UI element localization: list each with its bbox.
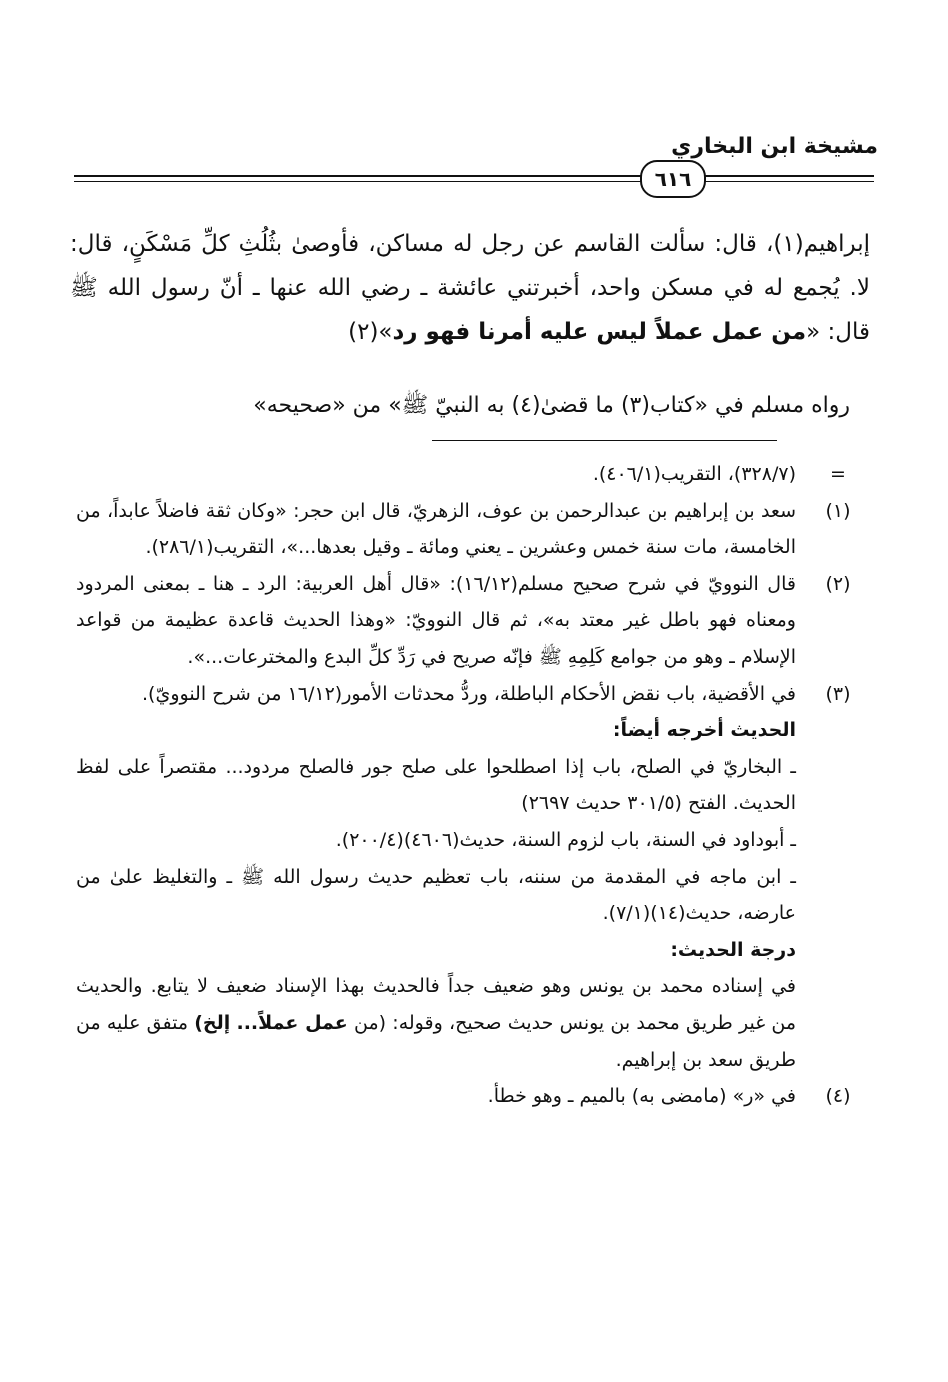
header-rule-thin [74, 181, 874, 182]
attribution-line: رواه مسلم في «كتاب(٣) ما قضىٰ(٤) به النبيّ ﷺ» من «صحيحه» [253, 393, 850, 418]
main-line-1: إبراهيم(١)، قال: سألت القاسم عن رجل له مساكن، فأوصىٰ بثُلُثِ كلِّ [201, 231, 870, 257]
footnote-4 [76, 1078, 851, 1115]
page-number: ٦١٦ [640, 160, 706, 198]
main-line-3: عنها ـ أنّ رسول الله ﷺ قال: « [70, 275, 870, 345]
footnote-mark: (٤) [825, 1085, 851, 1108]
footnote-continuation [76, 456, 846, 493]
footnote-1 [76, 493, 851, 566]
footnote-mark: (٣) [825, 682, 851, 705]
footnote-mark: (١) [825, 499, 851, 522]
grade-tail: متفق عليه من طريق سعد بن إبراهيم. [76, 1011, 796, 1071]
footnote-separator [432, 440, 777, 441]
source-line: ـ أبوداود في السنة، باب لزوم السنة، حديث(٤٦٠٦)(٢٠٠/٤). [335, 828, 796, 851]
footnote-text: (٣٢٨/٧)، التقريب(٤٠٦/١). [592, 463, 796, 485]
footnote-text: قال النوويّ في شرح صحيح مسلم(١٦/١٢): «قال أهل العربية: الرد ـ هنا ـ بمعنى المردود ومعناه فهو باطل غير معتد به»، ثم قال النوويّ: «وهذا الحديث قاعدة عظيمة من قواعد الإسلام ـ وهو من جوامع كَلِمِهِ ﷺ فإنّه صريح في رَدِّ كلِّ البدع والمخترعات...». [76, 572, 796, 668]
hadith-close: »(٢) [348, 319, 393, 345]
sub-heading: درجة الحديث: [670, 938, 796, 961]
sub-heading: الحديث أخرجه أيضاً: [612, 719, 796, 742]
main-paragraph [70, 222, 870, 354]
grade-paragraph [76, 968, 796, 1078]
footnote-3 [76, 676, 851, 1079]
hadith-text: من عمل عملاً ليس عليه أمرنا فهو رد [392, 319, 807, 345]
source-line: ـ ابن ماجه في المقدمة من سننه، باب تعظيم حديث رسول الله ﷺ ـ والتغليظ علىٰ من عارضه، حديث(١٤)(٧/١). [76, 865, 796, 925]
header-rule [74, 175, 874, 177]
footnote-text: في الأقضية، باب نقض الأحكام الباطلة، وردُّ محدثات الأمور(١٦/١٢ من شرح النوويّ). [142, 682, 796, 705]
footnote-mark: = [830, 463, 846, 485]
grade-text: في إسناده محمد بن يونس وهو ضعيف جداً فالحديث بهذا الإسناد ضعيف لا يتابع. والحديث من غير طريق محمد بن يونس حديث صحيح، وقوله: (من [76, 975, 797, 1034]
running-title: مشيخة ابن البخاري [671, 134, 878, 159]
main-line-2: مَسْكَنٍ، قال: لا. يُجمع له في مسكن واحد، أخبرتني عائشة ـ رضي الله [70, 231, 870, 301]
source-line: ـ البخاريّ في الصلح، باب إذا اصطلحوا على صلح جور فالصلح مردود... مقتصراً على لفظ الحديث. الفتح (٣٠١/٥ حديث ٢٦٩٧) [76, 755, 796, 815]
grade-bold: عمل عملاً... [236, 1011, 348, 1034]
footnote-2 [76, 566, 851, 676]
footnote-text: في «ر» (مامضى به) بالميم ـ وهو خطأ. [487, 1085, 796, 1108]
footnote-mark: (٢) [825, 572, 851, 595]
footnotes [76, 456, 851, 1115]
footnote-text: سعد بن إبراهيم بن عبدالرحمن بن عوف، الزهريّ، قال ابن حجر: «وكان ثقة فاضلاً عابداً، من الخامسة، مات سنة خمس وعشرين ـ يعني ومائة ـ وقيل بعدها...»، التقريب(٢٨٦/١). [76, 499, 796, 559]
grade-bold: إلخ) [194, 1011, 231, 1034]
